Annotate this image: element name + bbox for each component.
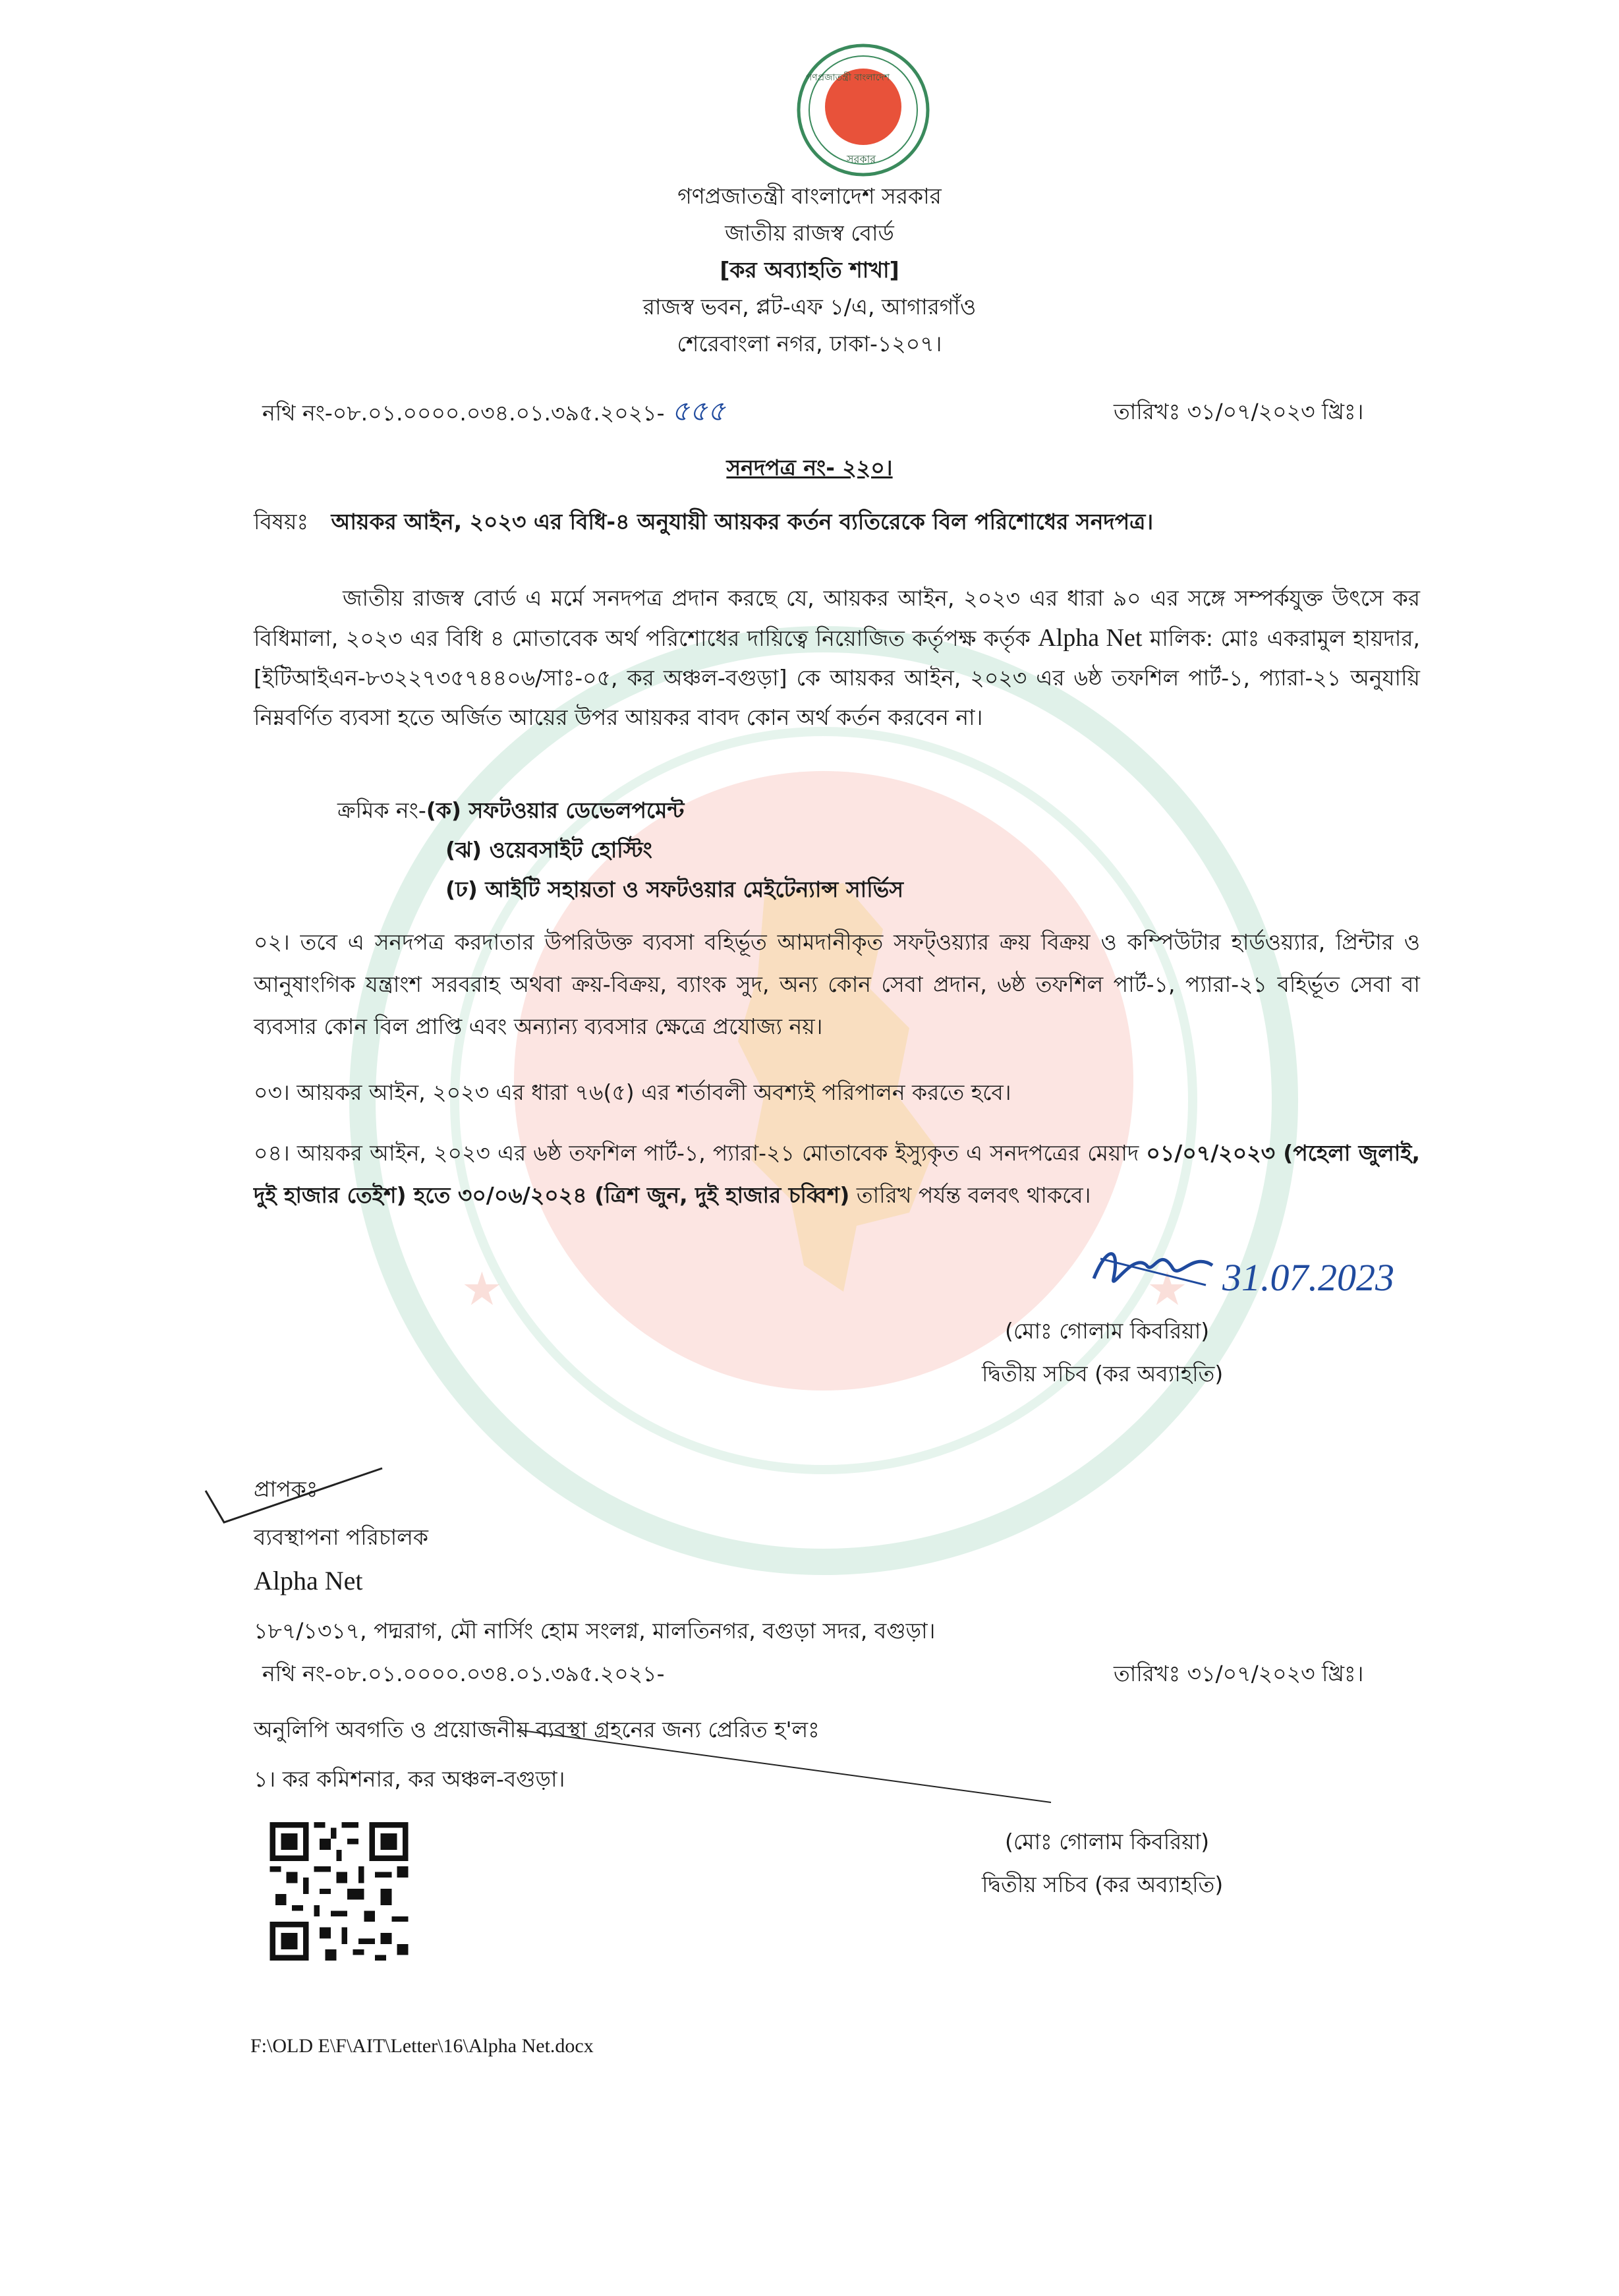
board-name: জাতীয় রাজস্ব বোর্ড xyxy=(725,220,894,246)
file-number-handwritten: ৫৫৫ xyxy=(671,397,725,427)
pen-stroke-icon xyxy=(514,1727,1054,1806)
seal-bottom-text: সরকার xyxy=(847,153,876,165)
bangladesh-govt-seal-icon xyxy=(794,41,932,179)
recipient-label: প্রাপকঃ xyxy=(254,1476,318,1502)
signature-date: 31.07.2023 xyxy=(1222,1256,1394,1299)
copy-item: ১। কর কমিশনার, কর অঞ্চল-বগুড়া। xyxy=(254,1766,565,1792)
seal-top-text: গণপ্রজাতন্ত্রী বাংলাদেশ xyxy=(806,72,890,83)
recipient-designation: ব্যবস্থাপনা পরিচালক xyxy=(254,1524,428,1550)
signature-scribble-icon xyxy=(1087,1239,1219,1298)
file-number: নথি নং-০৮.০১.০০০০.০৩৪.০১.৩৯৫.২০২১- ৫৫৫ xyxy=(262,397,725,427)
service-list xyxy=(337,791,903,909)
list-item: (ঢ) আইটি সহায়তা ও সফটওয়ার মেইটেন্যান্স সার্ভিস xyxy=(445,876,904,902)
body-paragraph-4: ০৪। আয়কর আইন, ২০২৩ এর ৬ষ্ঠ তফশিল পার্ট-১, প্যারা-২১ মোতাবেক ইস্যুকৃত এ সনদপত্রের মেয়াদ ০১/০৭/২০২৩ (পহেলা জুলাই, দুই হাজার তেইশ) হতে ৩০/০৬/২০২৪ (ত্রিশ জুন, দুই হাজার চব্বিশ) তারিখ পর্যন্ত বলবৎ থাকবে। xyxy=(254,1140,1420,1208)
subject-text: আয়কর আইন, ২০২৩ এর বিধি-৪ অনুযায়ী আয়কর কর্তন ব্যতিরেকে বিল পরিশোধের সনদপত্র। xyxy=(331,509,1154,534)
body-paragraph-3: ০৩। আয়কর আইন, ২০২৩ এর ধারা ৭৬(৫) এর শর্তাবলী অবশ্যই পরিপালন করতে হবে। xyxy=(254,1079,1011,1105)
recipient-address: ১৮৭/১৩১৭, পদ্মরাগ, মৌ নার্সিং হোম সংলগ্ন, মালতিনগর, বগুড়া সদর, বগুড়া। xyxy=(254,1618,936,1644)
subject-label: বিষয়ঃ xyxy=(254,509,309,534)
address-line-2: শেরেবাংলা নগর, ঢাকা-১২০৭। xyxy=(677,331,942,357)
body-paragraph-1: জাতীয় রাজস্ব বোর্ড এ মর্মে সনদপত্র প্রদান করছে যে, আয়কর আইন, ২০২৩ এর ধারা ৯০ এর সঙ্গে সম্পর্কযুক্ত উৎসে কর বিধিমালা, ২০২৩ এর বিধি ৪ মোতাবেক অর্থ পরিশোধের দায়িত্বে নিয়োজিত কর্তৃপক্ষ কর্তৃক Alpha Net মালিক: মোঃ একরামুল হায়দার, [ইটিআইএন-৮৩২২৭৩৫৭৪৪০৬/সাঃ-০৫, কর অঞ্চল-বগুড়া] কে আয়কর আইন, ২০২৩ এর ৬ষ্ঠ তফশিল পার্ট-১, প্যারা-২১ অনুযায়ি নিম্নবর্ণিত ব্যবসা হতে অর্জিত আয়ের উপর আয়কর বাবদ কোন অর্থ কর্তন করবেন না। xyxy=(254,585,1420,730)
signatory-name-2: (মোঃ গোলাম কিবরিয়া) xyxy=(1005,1829,1210,1854)
letterhead xyxy=(0,178,1619,362)
signatory-title: দ্বিতীয় সচিব (কর অব্যাহতি) xyxy=(982,1361,1224,1387)
validity-period: ০১/০৭/২০২৩ (পহেলা জুলাই, দুই হাজার তেইশ) হতে ৩০/০৬/২০২৪ (ত্রিশ জুন, দুই হাজার চব্বিশ) xyxy=(254,1140,1420,1208)
body-paragraph-2: ০২। তবে এ সনদপত্র করদাতার উপরিউক্ত ব্যবসা বহির্ভূত আমদানীকৃত সফট্ওয়্যার ক্রয় বিক্রয় ও কম্পিউটার হার্ডওয়্যার, প্রিন্টার ও আনুষাংগিক যন্ত্রাংশ সরবরাহ অথবা ক্রয়-বিক্রয়, ব্যাংক সুদ, অন্য কোন সেবা প্রদান, ৬ষ্ঠ তফশিল পার্ট-১, প্যারা-২১ বহির্ভূত সেবা বা ব্যবসার কোন বিল প্রাপ্তি এবং অন্যান্য ব্যবসার ক্ষেত্রে প্রযোজ্য নয়। xyxy=(254,929,1420,1039)
list-item: (ঝ) ওয়েবসাইট হোস্টিং xyxy=(445,837,652,863)
govt-name: গণপ্রজাতন্ত্রী বাংলাদেশ সরকার xyxy=(677,183,942,209)
issue-date: তারিখঃ ৩১/০৭/২০২৩ খ্রিঃ। xyxy=(1114,399,1364,424)
svg-text:★: ★ xyxy=(461,1262,503,1316)
branch-name: [কর অব্যাহতি শাখা] xyxy=(720,257,899,283)
subject-line xyxy=(254,502,1153,542)
certificate-number: সনদপত্র নং- ২২০। xyxy=(726,455,893,480)
serial-label: ক্রমিক নং- xyxy=(337,797,426,823)
file-path-footer: F:\OLD E\F\AIT\Letter\16\Alpha Net.docx xyxy=(250,2035,594,2057)
svg-text:★: ★ xyxy=(1147,1262,1188,1316)
copy-label: অনুলিপি অবগতি ও প্রয়োজনীয় ব্যবস্থা গ্রহনের জন্য প্রেরিত হ'লঃ xyxy=(254,1717,820,1742)
signatory-name: (মোঃ গোলাম কিবরিয়া) xyxy=(1005,1318,1210,1344)
recipient-company: Alpha Net xyxy=(254,1566,363,1595)
signatory-title-2: দ্বিতীয় সচিব (কর অব্যাহতি) xyxy=(982,1872,1224,1897)
qr-code-icon xyxy=(265,1822,413,1961)
copy-date: তারিখঃ ৩১/০৭/২০২৩ খ্রিঃ। xyxy=(1114,1661,1364,1686)
company-name: Alpha Net xyxy=(1038,624,1143,652)
list-item: (ক) সফটওয়ার ডেভেলপমেন্ট xyxy=(426,797,685,823)
address-line-1: রাজস্ব ভবন, প্লট-এফ ১/এ, আগারগাঁও xyxy=(642,294,977,320)
copy-file-number: নথি নং-০৮.০১.০০০০.০৩৪.০১.৩৯৫.২০২১- xyxy=(262,1661,665,1686)
